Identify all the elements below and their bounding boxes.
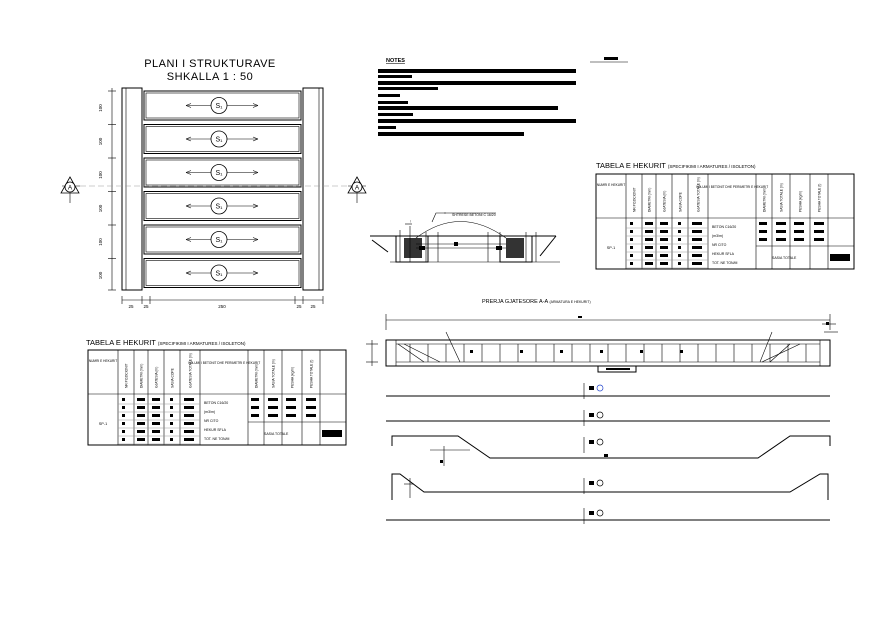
- header-cell: DIAMETRI (mm): [254, 363, 259, 388]
- bottom-dim-3: 250: [218, 304, 226, 309]
- notes-block: [378, 57, 628, 136]
- slab-row: [144, 91, 301, 120]
- plan-wall-right: [303, 88, 323, 290]
- bottom-dim-5: 25: [310, 304, 316, 309]
- slab-detail: [370, 213, 560, 262]
- slab-label: S₁: [215, 136, 223, 144]
- body-cell: NR CITO: [204, 419, 219, 423]
- svg-text:A: A: [354, 184, 360, 192]
- row-dim: 100: [98, 171, 103, 179]
- header-cell: NUMRI E HEKURIT: [88, 359, 118, 363]
- svg-text:|: |: [410, 219, 411, 223]
- bar-label: [584, 437, 603, 453]
- header-cell: SASIA COPE: [170, 368, 175, 388]
- slab-row: [144, 125, 301, 154]
- notes-label: NOTES: [386, 58, 405, 64]
- header-cell: PESHA (kg/m): [798, 190, 803, 212]
- body-cell: (m3/m): [712, 234, 724, 238]
- bar-label: [584, 508, 603, 524]
- bottom-dim-4: 25: [296, 304, 302, 309]
- body-cell: BETON C16/20: [712, 225, 737, 229]
- header-cell: GJATESIA (m): [154, 366, 159, 388]
- detail-label: SHTRESE BETONI C 16/20: [452, 213, 496, 217]
- row-label: SP-1: [606, 246, 616, 250]
- slab-row: [144, 158, 301, 187]
- section-marker-right: [348, 177, 366, 203]
- row-label: SP-1: [98, 422, 108, 426]
- body-cell: (m3/m): [204, 410, 216, 414]
- structure-plan: [61, 58, 366, 309]
- rebar-table-right: [596, 161, 854, 269]
- header-cell: DIAMETRI (mm): [647, 187, 652, 212]
- plan-scale: SHKALLA 1 : 50: [166, 71, 254, 83]
- body-cell: HEKUR SFLA: [712, 252, 734, 256]
- row-dim: 100: [98, 204, 103, 213]
- slab-label: S₁: [215, 103, 223, 110]
- row-dim: 100: [98, 137, 103, 146]
- row-dim: 100: [98, 238, 103, 246]
- header-cell: NUMRI E HEKURIT: [596, 183, 626, 187]
- header-cell: PESHA TOTALE (t): [817, 183, 822, 212]
- header-cell: NR POZICIONIT: [124, 363, 129, 388]
- section-title: PRERJA GJATESORE A-A (ARMATURA E HEKURIT): [482, 299, 591, 305]
- header-cell: SASIA TOTALE (m): [779, 183, 784, 212]
- body-cell: TOT. NE TON/M: [712, 261, 738, 265]
- bottom-dim-1: 25: [128, 304, 134, 309]
- header-cell: SASIA TOTALE (m): [271, 359, 276, 388]
- header-cell: SASIA COPE: [678, 192, 683, 212]
- body-cell: NR CITO: [712, 243, 727, 247]
- bar-label: [584, 410, 603, 426]
- header-cell: VOLUMI I BETONIT DHE PERIMETRI E HEKURIT: [695, 185, 769, 189]
- longitudinal-section: [366, 299, 838, 524]
- bottom-dim-2: 25: [143, 304, 149, 309]
- total-label: SASIA TOTALE: [772, 256, 797, 260]
- header-cell: GJATESIA TOTALE (m): [696, 177, 701, 212]
- row-dim: 100: [98, 104, 103, 112]
- svg-text:A: A: [67, 184, 73, 192]
- header-cell: VOLUMI I BETONIT DHE PERIMETRI E HEKURIT: [187, 361, 261, 365]
- header-cell: DIAMETRI (mm): [762, 187, 767, 212]
- slab-row: [144, 259, 301, 288]
- table-right-title: TABELA E HEKURIT (SPECIFIKIMI I ARMATURES / ISOLETON): [596, 161, 756, 170]
- slab-row: [144, 192, 301, 221]
- header-cell: GJATESIA (m): [662, 190, 667, 212]
- bar-label: [584, 383, 603, 399]
- plan-wall-left: [122, 88, 142, 290]
- header-cell: GJATESIA TOTALE (m): [188, 353, 193, 388]
- header-cell: DIAMETRI (mm): [139, 363, 144, 388]
- body-cell: TOT. NE TON/M: [204, 437, 230, 441]
- body-cell: HEKUR SFLA: [204, 428, 226, 432]
- section-marker-left: [61, 177, 80, 203]
- header-cell: PESHA (kg/m): [290, 366, 295, 388]
- rebar-table-left: [86, 338, 346, 445]
- header-cell: NR POZICIONIT: [632, 187, 637, 212]
- table-left-title: TABELA E HEKURIT (SPECIFIKIMI I ARMATURES / ISOLETON): [86, 338, 246, 347]
- header-cell: PESHA TOTALE (t): [309, 359, 314, 388]
- slab-label: S₁: [215, 270, 223, 278]
- plan-title: PLANI I STRUKTURAVE: [144, 58, 276, 70]
- slab-label: S₁: [215, 170, 223, 177]
- row-dim: 100: [98, 271, 103, 280]
- body-cell: BETON C16/20: [204, 401, 229, 405]
- total-label: SASIA TOTALE: [264, 432, 289, 436]
- slab-row: [144, 225, 301, 254]
- slab-label: S₁: [215, 203, 223, 211]
- slab-label: S₁: [215, 237, 223, 244]
